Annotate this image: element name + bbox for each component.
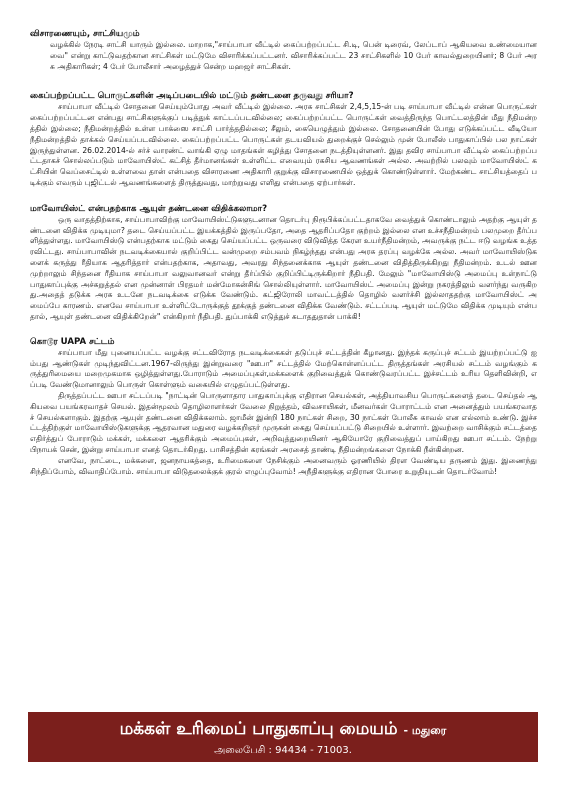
section-paragraph: திருத்தப்பட்ட ஊபா சட்டப்படி "நாட்டின் பொருளாதார பாதுகாப்புக்கு எதிரான செயல்கள், அத்தியாவசிய பொருட்களைத் தடை செய்தல் ஆகியவை பயங்கரவாதச் செயல். இதன்மூலம் தொழிலாளர்கள் வேலை நிறுத்தம், விவசாயிகள், மீனவர்கள் போராட்டம் என அனைத்தும் பயங்கரவாதச் செயல்களாகும். இதற்கு ஆயுள் தண்டனை விதிக்கலாம். ஜாமீன் இன்றி 180 நாட்கள் சிறை, 30 நாட்கள் போலீசு காவல் என எல்லாம் உண்டு. இச்சட்டத்திற்குள் மாவோயிஸ்டுகளுக்கு ஆதரவான மதுரை வழக்கறிஞர் முருகன் கைது செய்யப்பட்டு சிறையில் உள்ளார். இவற்றை வாசிக்கும் சட்டத்தை எதிர்த்துப் போராடும் மக்கள், மக்களை ஆதரிக்கும் அமைப்புகள், அறிவுத்துறையினர் ஆகியோரே குறிவைத்துப் பாய்கிறது ஊபா சட்டம். நேற்று பிநாயக் சென், இன்று சாய்பாபா எனத் தொடர்கிறது. பாசிசத்தின் கரங்கள் அரசைத் தாண்டி நீதிமன்றங்களை நோக்கி நீள்கின்றன. [30,390,537,454]
section-paragraph: ஒரு வாதத்திற்காக, சாய்பாபாவிற்கு மாவோயிஸ்ட்டுகளுடனான தொடர்பு நிரூபிக்கப்பட்டதாகவே வைத்துக் கொண்டாலும் அதற்கு ஆயுள் தண்டனை விதிக்க முடியுமா? தடை செய்யப்பட்ட இயக்கத்தில் இருப்பதோ, அதை ஆதரிப்பதோ குற்றம் இல்லை என உச்சநீதிமன்றம் பலமுறை தீர்ப்பளித்துள்ளது. மாவோயிஸ்டு என்பதற்காக மட்டும் கைது செய்யப்பட்ட ஒருவரை விடுவித்த கேரள உயர்நீதிமன்றம், அவருக்கு நட்ட ஈடு வழங்க உத்தரவிட்டது. சாய்பாபாவின் நடவடிக்கையால் குறிப்பிட்ட வன்முறை சம்பவம் நிகழ்ந்தது என்பது அரசு தரப்பு வழக்கே அல்ல. அவர் மாவோயிஸ்டுகளைக் கருத்து ரீதியாக ஆதரித்தார் என்பதற்காக, அதாவது, அவரது சிந்தனைக்காக ஆயுள் தண்டனை விதித்திருக்கிறது நீதிமன்றம். உடல் ஊனமுற்றாலும் சிந்தனை ரீதியாக சாய்பாபா வலுவானவர் என்று தீர்ப்பில் குறிப்பிட்டிருக்கிறார் நீதிபதி. மேலும் "மாவோயிஸ்டு அமைப்பு உள்நாட்டு பாதுகாப்புக்கு அச்சுறுத்தல் என முன்னாள் பிரதமர் மன்மோகன்சிங் சொல்லியுள்ளார். மாவோயிஸ்ட் அமைப்பு இன்று நகரத்திலும் வளர்ந்து வருகிறது.அதைத் தடுக்க அரசு உடனே நடவடிக்கை எடுக்க வேண்டும். கட்ஜிரோலி மாவட்டத்தில் தொழில் வளர்ச்சி இல்லாததற்கு மாவோயிஸ்ட் அமைப்பே காரணம். எனவே சாய்பாபா உள்ளிட்டோருக்குத் தூக்குத் தண்டனை விதிக்க வேண்டும். சட்டப்படி ஆயுள் மட்டுமே விதிக்க முடியும் என்பதால், ஆயுள் தண்டனை விதிக்கிறேன்" என்கிறார் நீதிபதி. துப்பாக்கி எடுத்துச் சுடாததுதான் பாக்கி! [30,214,538,321]
organization-name: மக்கள் உரிமைப் பாதுகாப்பு மையம் [119,719,398,739]
section-paragraph: சாய்பாபா வீட்டில் சோதனை செய்யும்போது அவர் வீட்டில் இல்லை. அரசு சாட்சிகள் 2,4,5,15-ன் படி சாய்பாபா வீட்டில் என்ன பொருட்கள் கைப்பற்றப்பட்டன என்பது சாட்சிகளுக்குப் படித்துக் காட்டப்படவில்லை; கைப்பற்றப்பட்ட பொருட்கள் வைத்திருந்த பொட்டலத்தின் மீது நீதிமன்றத்தில் இல்லை; நீதிமன்றத்தில் உள்ள பாக்ஸை சாட்சி பார்த்ததில்லை; சீலும், கையெழுத்தும் இல்லை. சோதனையின் போது எடுக்கப்பட்ட வீடியோ நீதிமன்றத்தில் தாக்கல் செய்யப்படவில்லை. கைப்பற்றப்பட்ட பொருட்கள் தடயவியல் துறைக்குச் செல்லும் முன் போலீஸ் பாதுகாப்பில் பல நாட்கள் இருந்துள்ளன. 26.02.2014-ல் சர்ச் வாரண்ட் வாங்கி ஏழு மாதங்கள் கழித்து சோதனை நடத்தியுள்ளனர். இது தவிர சாய்பாபா வீட்டில் கைப்பற்றப்பட்டதாகச் சொல்லப்படும் மாவோயிஸ்ட் கட்சித் தீர்மானங்கள் உள்ளிட்ட எவையும் ரகசிய ஆவணங்கள் அல்ல. அவற்றில் பலவும் மாவோயிஸ்ட் கட்சியின் வெப்சைட்டில் உள்ளவை தான் என்பதை விசாரணை அதிகாரி குறுக்கு விசாரணையில் ஒத்துக் கொண்டுள்ளார். மேற்கண்ட சாட்சியத்தைப் படிக்கும் எவரும் புஜிட்டல் ஆவணங்களைத் திருத்துவது, மாற்றுவது எளிது என்பதை ஏற்பார்கள். [30,102,537,187]
article-body [30,28,537,477]
section-heading: கொடூர UAPA சட்டம் [30,336,115,347]
contact-phone: அலைபேசி : 94434 - 71003. [214,745,352,756]
section-heading: மாவோயிஸ்ட் என்பதற்காக ஆயுள் தண்டனை விதிக்கலாமா? [30,203,268,214]
organization-banner [28,712,538,762]
section-uapa-law [30,336,537,478]
banner-title-line [28,718,538,742]
section-paragraph: எனவே, நாட்டை, மக்களை, ஜனநாயகத்தை, உரிமைகளை நேசிக்கும் அனைவரும் ஓரணியில் திரள வேண்டிய தருணம் இது. இணைந்து சிந்திப்போம், விவாதிப்போம். சாய்பாபா விடுதலைக்குக் குரல் எழுப்புவோம்! அநீதிகளுக்கு எதிரான போரை உறுதியுடன் தொடர்வோம்! [30,455,537,476]
section-paragraph: சாய்பாபா மீது புனையப்பட்ட வழக்கு சட்டவிரோத நடவடிக்கைகள் தடுப்புச் சட்டத்தின் கீழானது. இந்தக் கருப்புச் சட்டம் இயற்றப்பட்டு ஐம்பது ஆண்டுகள் முடிந்துவிட்டன.1967-லிருந்து இன்றுவரை "ஊபா" சட்டத்தில் மேற்கொள்ளப்பட்ட திருத்தங்கள் அரசியல் சட்டம் வழங்கும் கருத்துரிமையை மறைமுகமாக ஒழித்துள்ளது.போராடும் அமைப்புகள்,மக்களைக் குறிவைத்துக் கொண்டுவரப்பட்ட இச்சட்டம் உரிய தெளிவின்றி, எப்படி வேண்டுமானாலும் பொருள் கொள்ளும் வகையில் எழுதப்பட்டுள்ளது. [30,347,537,390]
section-paragraph: வழக்கில் நேரடி சாட்சி யாரும் இல்லை. மாறாக,"சாய்பாபா வீட்டில் கைப்பற்றப்பட்ட சி.டி, பென் டிரைவ், லேப்டாப் ஆகியவை உண்மையானவை" என்று காட்டுவதற்கான சாட்சிகள் மட்டுமே விசாரிக்கப்பட்டனர். விசாரிக்கப்பட்ட 23 சாட்சிகளில் 10 பேர் காவல்துறையினர்; 8 பேர் அரசு அதிகாரிகள்; 4 பேர் போலீசார் அழைத்துச் சென்ற மஹஜர் சாட்சிகள். [50,40,537,71]
section-trial-and-testimony [30,28,537,72]
section-heading: கைப்பற்றப்பட்ட பொருட்களின் அடிப்படையில் மட்டும் தண்டனை தருவது சரியா? [30,91,354,102]
section-heading: விசாரணையும், சாட்சியமும் [30,29,140,39]
section-seized-items [30,90,537,188]
section-maoist-life-sentence [30,203,537,323]
organization-city: - மதுரை [403,724,447,737]
